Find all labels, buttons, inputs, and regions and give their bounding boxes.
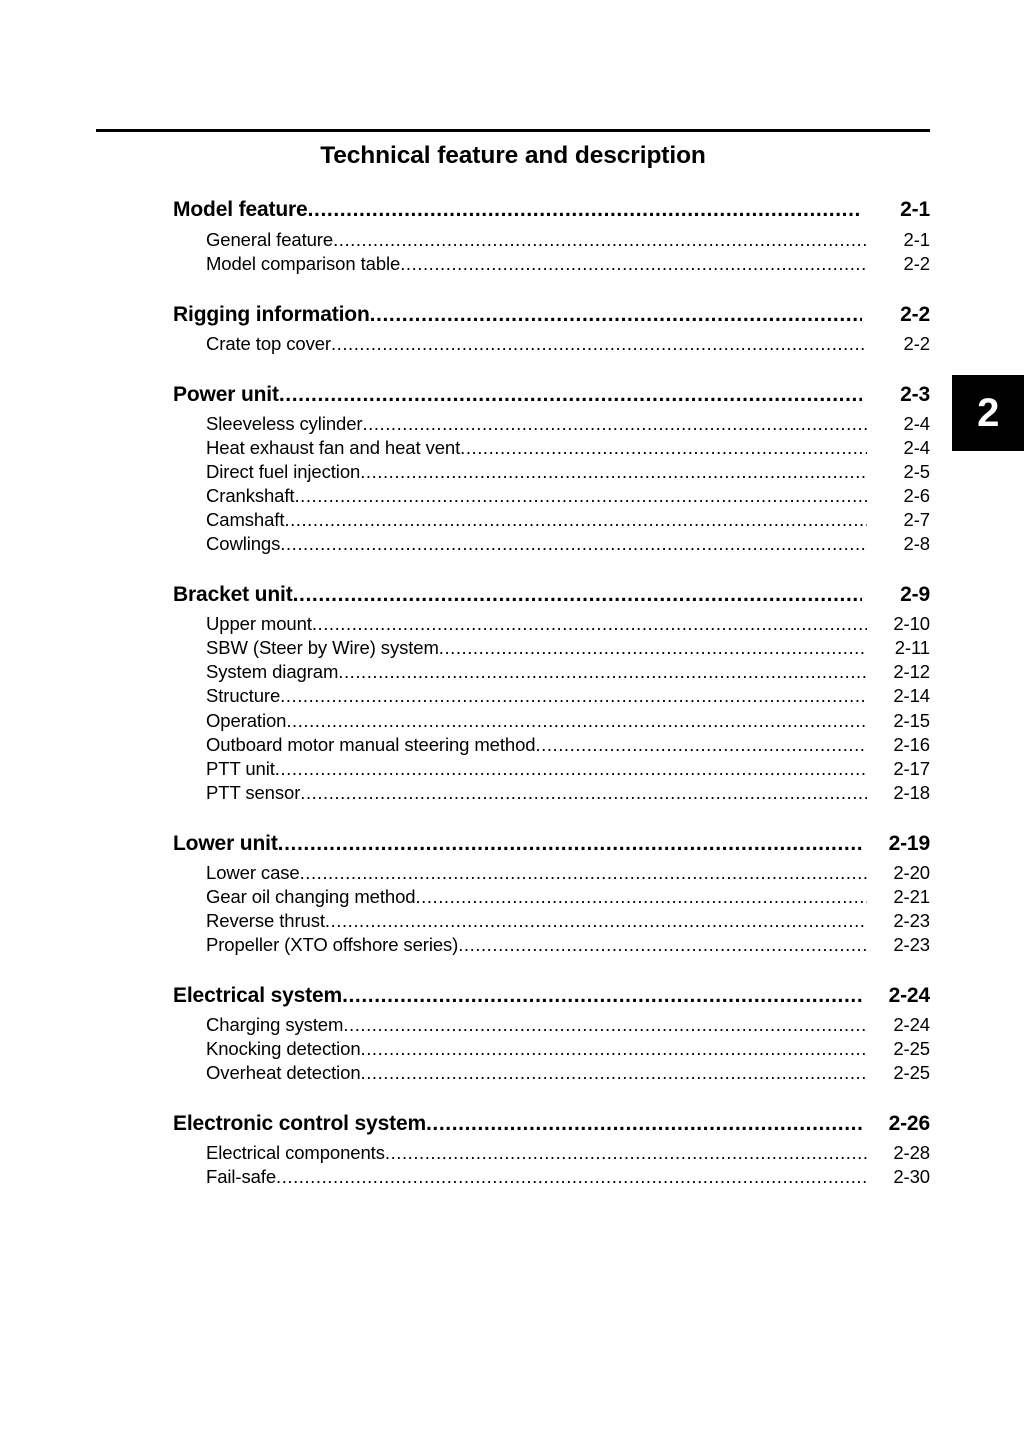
toc-entry-label: Outboard motor manual steering method [206,733,536,755]
leader-dots [338,660,867,684]
toc-entry-row[interactable] [96,252,930,276]
toc-entry-row[interactable] [96,612,930,636]
toc-entry-page-number: 2-21 [893,885,930,907]
toc-group [96,301,930,356]
leader-dots [400,252,867,276]
toc-entry-label: General feature [206,228,334,250]
toc-entry-page-number: 2-4 [903,412,930,434]
toc-entry-page-number: 2-23 [893,933,930,955]
toc-entry-page-number: 2-1 [903,228,930,250]
toc-group [96,196,930,275]
toc-heading-page-number: 2-3 [900,382,930,406]
toc-entry-row[interactable] [96,709,930,733]
toc-entry-label: Direct fuel injection [206,461,361,482]
toc-heading-row[interactable] [96,381,930,409]
toc-entry-page-number: 2-30 [893,1166,930,1188]
toc-heading-page-number: 2-26 [888,1112,930,1136]
toc-entry-label: Charging system [206,1014,344,1036]
toc-group [96,1110,930,1189]
toc-entry-row[interactable] [96,332,930,356]
table-of-contents [96,196,930,1189]
toc-group [96,830,930,957]
leader-dots [276,1165,867,1189]
toc-entry-label: Lower case [206,861,300,883]
toc-heading-page-number: 2-24 [888,984,930,1007]
toc-entry-page-number: 2-28 [893,1142,930,1164]
leader-dots [280,532,867,556]
toc-entry-row[interactable] [96,484,930,508]
leader-dots [280,684,867,708]
leader-dots [460,436,867,460]
toc-entry-label: Heat exhaust fan and heat vent [206,436,461,458]
toc-entry-page-number: 2-2 [903,252,930,274]
toc-entry-page-number: 2-12 [893,661,930,683]
toc-entry-page-number: 2-15 [893,709,930,731]
toc-entry-label: Crankshaft [206,485,295,507]
leader-dots [333,228,867,252]
toc-entry-page-number: 2-11 [894,637,930,659]
toc-entry-label: Gear oil changing method [206,885,416,907]
toc-entry-row[interactable] [96,1013,930,1037]
toc-entry-list [96,412,930,556]
toc-entry-page-number: 2-10 [893,613,930,635]
toc-heading-label: Model feature [173,198,308,222]
toc-entry-page-number: 2-5 [903,461,930,482]
toc-entry-row[interactable] [96,412,930,436]
leader-dots [362,412,867,436]
toc-entry-label: Fail-safe [206,1166,277,1188]
toc-entry-label: PTT sensor [206,781,301,803]
toc-heading-row[interactable] [96,830,930,858]
toc-entry-page-number: 2-6 [903,485,930,507]
leader-dots [342,982,862,1010]
toc-heading-page-number: 2-1 [900,198,930,222]
leader-dots [294,484,867,508]
header-rule [96,129,930,132]
toc-entry-list [96,228,930,276]
toc-entry-row[interactable] [96,508,930,532]
toc-heading-row[interactable] [96,301,930,329]
toc-entry-page-number: 2-24 [893,1014,930,1036]
toc-entry-row[interactable] [96,1037,930,1061]
toc-heading-page-number: 2-9 [900,583,930,607]
leader-dots [331,332,867,356]
toc-entry-label: Electrical components [206,1142,385,1164]
toc-entry-label: Structure [206,685,281,707]
leader-dots [360,460,867,484]
leader-dots [458,933,867,957]
leader-dots [415,885,867,909]
leader-dots [385,1141,867,1165]
leader-dots [284,508,867,532]
toc-entry-label: System diagram [206,661,339,683]
toc-entry-label: Model comparison table [206,252,401,274]
leader-dots [361,1037,867,1061]
toc-entry-list [96,1141,930,1189]
leader-dots [361,1061,867,1085]
toc-entry-row[interactable] [96,660,930,684]
toc-entry-label: Reverse thrust [206,909,325,931]
toc-entry-list [96,612,930,804]
toc-heading-label: Rigging information [173,302,370,326]
toc-entry-page-number: 2-23 [893,909,930,931]
toc-entry-page-number: 2-4 [903,436,930,458]
toc-entry-page-number: 2-25 [893,1038,930,1060]
leader-dots [300,861,867,885]
toc-entry-label: Sleeveless cylinder [206,412,363,434]
toc-entry-row[interactable] [96,436,930,460]
toc-heading-label: Electronic control system [173,1112,426,1136]
toc-entry-label: Overheat detection [206,1062,361,1084]
toc-heading-row[interactable] [96,982,930,1010]
leader-dots [535,733,867,757]
toc-entry-row[interactable] [96,684,930,708]
toc-group [96,381,930,556]
toc-entry-list [96,1013,930,1085]
toc-entry-row[interactable] [96,1165,930,1189]
toc-entry-row[interactable] [96,781,930,805]
toc-entry-row[interactable] [96,1061,930,1085]
toc-entry-row[interactable] [96,532,930,556]
toc-entry-label: Crate top cover [206,332,331,354]
toc-entry-page-number: 2-20 [893,861,930,883]
toc-group [96,581,930,805]
leader-dots [325,909,867,933]
toc-entry-row[interactable] [96,636,930,660]
toc-entry-page-number: 2-7 [903,509,930,531]
toc-heading-row[interactable] [96,196,930,224]
leader-dots [312,612,867,636]
toc-heading-label: Electrical system [173,984,343,1007]
toc-entry-page-number: 2-14 [893,685,930,707]
toc-entry-row[interactable] [96,885,930,909]
toc-entry-label: Upper mount [206,613,312,635]
leader-dots [278,830,862,858]
toc-heading-label: Power unit [173,382,279,406]
toc-entry-row[interactable] [96,733,930,757]
toc-entry-row[interactable] [96,460,930,484]
toc-entry-label: Operation [206,709,287,731]
toc-entry-row[interactable] [96,1141,930,1165]
toc-heading-row[interactable] [96,581,930,609]
toc-entry-label: Cowlings [206,533,281,555]
toc-entry-label: PTT unit [206,757,275,779]
leader-dots [439,636,867,660]
toc-heading-label: Bracket unit [173,583,293,607]
chapter-tab-marker [952,375,1024,451]
leader-dots [343,1013,867,1037]
toc-heading-page-number: 2-19 [888,831,930,855]
page-title: Technical feature and description [320,142,706,169]
leader-dots [300,781,867,805]
page-content [96,138,930,1189]
toc-heading-label: Lower unit [173,831,278,855]
leader-dots [308,196,862,224]
leader-dots [275,757,867,781]
toc-entry-page-number: 2-25 [893,1062,930,1084]
toc-entry-row[interactable] [96,909,930,933]
toc-entry-page-number: 2-16 [893,733,930,755]
leader-dots [370,301,862,329]
toc-entry-label: Propeller (XTO offshore series) [206,933,459,955]
leader-dots [293,581,862,609]
leader-dots [286,709,867,733]
toc-entry-row[interactable] [96,757,930,781]
toc-entry-page-number: 2-18 [893,781,930,803]
toc-entry-label: Camshaft [206,509,285,531]
toc-entry-row[interactable] [96,933,930,957]
toc-entry-list [96,332,930,356]
toc-heading-page-number: 2-2 [900,302,930,326]
toc-entry-list [96,861,930,957]
toc-entry-label: SBW (Steer by Wire) system [206,637,439,659]
leader-dots [426,1110,862,1138]
toc-entry-label: Knocking detection [206,1038,361,1060]
toc-entry-page-number: 2-17 [893,757,930,779]
chapter-tab-number: 2 [977,391,999,435]
toc-group [96,982,930,1085]
toc-entry-row[interactable] [96,228,930,252]
toc-entry-page-number: 2-2 [903,332,930,354]
toc-heading-row[interactable] [96,1110,930,1138]
toc-entry-page-number: 2-8 [903,533,930,555]
toc-entry-row[interactable] [96,861,930,885]
leader-dots [279,381,862,409]
